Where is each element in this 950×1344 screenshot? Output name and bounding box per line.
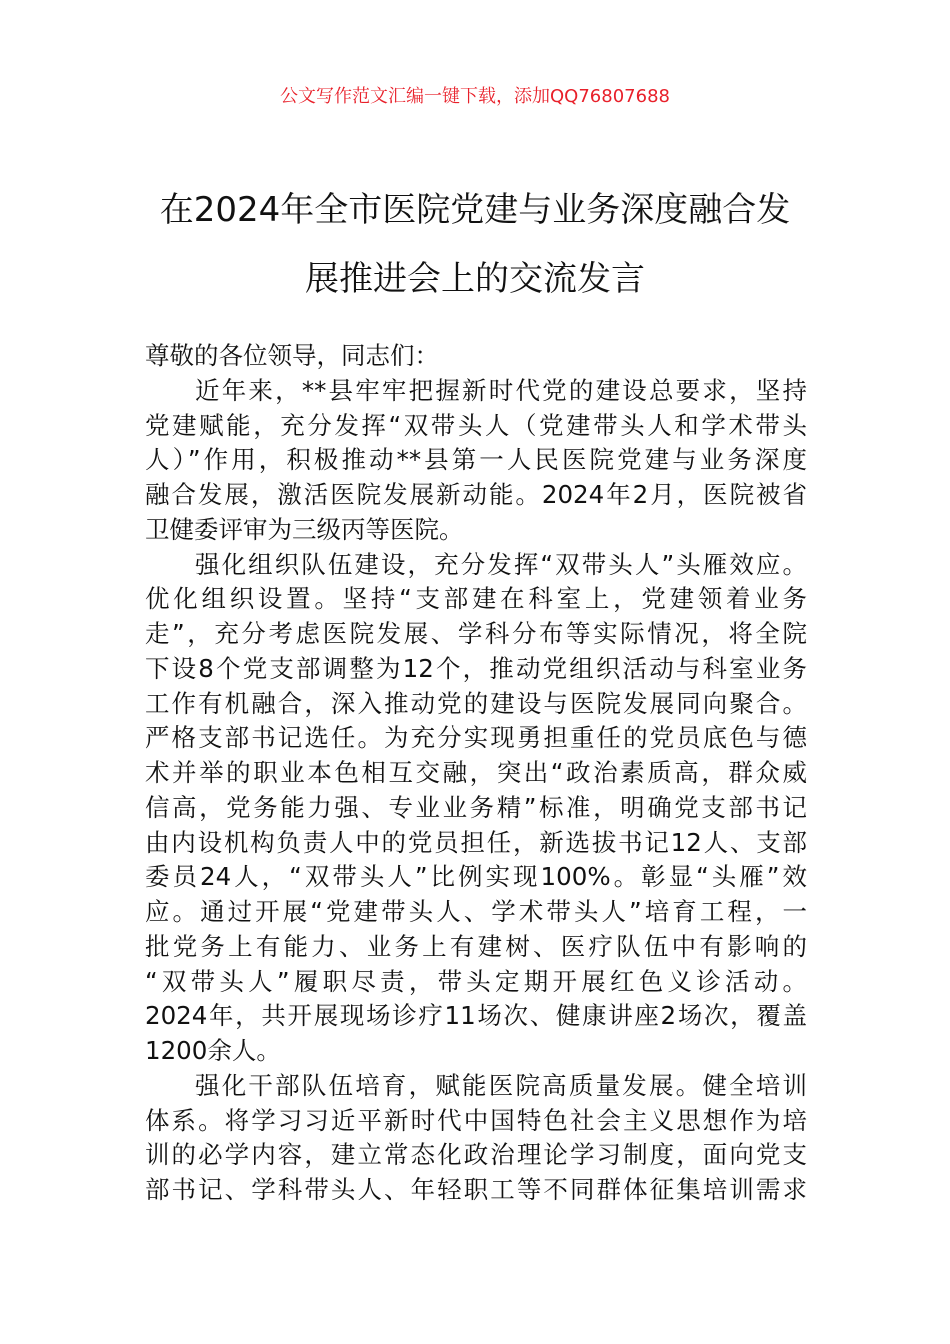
- text-line: 部书记、学科带头人、年轻职工等不同群体征集培训需求: [145, 1175, 807, 1204]
- text-line: 强化干部队伍培育，赋能医院高质量发展。健全培训: [195, 1070, 807, 1100]
- document-body: [145, 339, 807, 1208]
- paragraph: [145, 548, 807, 1069]
- paragraph: [145, 1069, 807, 1208]
- salutation: [145, 339, 807, 374]
- text-line: 融合发展，激活医院发展新动能。2024年2月，医院被省: [145, 480, 807, 509]
- text-line: 1200余人。: [145, 1036, 281, 1065]
- text-line: 信高，党务能力强、专业业务精”标准，明确党支部书记: [145, 792, 807, 822]
- text-line: 强化组织队伍建设，充分发挥“双带头人”头雁效应。: [195, 549, 807, 579]
- paragraph: [145, 374, 807, 548]
- text-line: 优化组织设置。坚持“支部建在科室上，党建领着业务: [145, 584, 807, 614]
- text-line: 2024年，共开展现场诊疗11场次、健康讲座2场次，覆盖: [145, 1001, 807, 1031]
- text-line: 走”，充分考虑医院发展、学科分布等实际情况，将全院: [145, 619, 807, 648]
- text-line: 由内设机构负责人中的党员担任，新选拔书记12人、支部: [145, 827, 807, 857]
- text-line: 卫健委评审为三级丙等医院。: [145, 514, 464, 544]
- title-line-2: 展推进会上的交流发言: [305, 259, 645, 299]
- text-line: 工作有机融合，深入推动党的建设与医院发展同向聚合。: [145, 688, 807, 718]
- text-line: 党建赋能，充分发挥“双带头人（党建带头人和学术带头: [145, 410, 807, 440]
- text-line: 委员24人，“双带头人”比例实现100%。彰显“头雁”效: [145, 862, 807, 892]
- text-line: “双带头人”履职尽责，带头定期开展红色义诊活动。: [145, 966, 807, 996]
- text-line: 批党务上有能力、业务上有建树、医疗队伍中有影响的: [145, 931, 807, 961]
- text-line: 训的必学内容，建立常态化政治理论学习制度，面向党支: [145, 1140, 807, 1170]
- title-line-1: 在2024年全市医院党建与业务深度融合发: [159, 190, 791, 230]
- download-notice: 公文写作范文汇编一键下载，添加QQ76807688: [280, 86, 670, 107]
- text-line: 体系。将学习习近平新时代中国特色社会主义思想作为培: [145, 1105, 807, 1135]
- text-line: 下设8个党支部调整为12个，推动党组织活动与科室业务: [145, 653, 807, 683]
- text-line: 近年来，**县牢牢把握新时代党的建设总要求，坚持: [195, 375, 807, 405]
- text-line: 尊敬的各位领导，同志们：: [145, 341, 439, 370]
- text-line: 人）”作用，积极推动**县第一人民医院党建与业务深度: [145, 445, 807, 475]
- document-title: [120, 176, 830, 314]
- text-line: 严格支部书记选任。为充分实现勇担重任的党员底色与德: [145, 723, 807, 753]
- text-line: 术并举的职业本色相互交融，突出“政治素质高，群众威: [145, 758, 807, 787]
- text-line: 应。通过开展“党建带头人、学术带头人”培育工程，一: [145, 897, 807, 926]
